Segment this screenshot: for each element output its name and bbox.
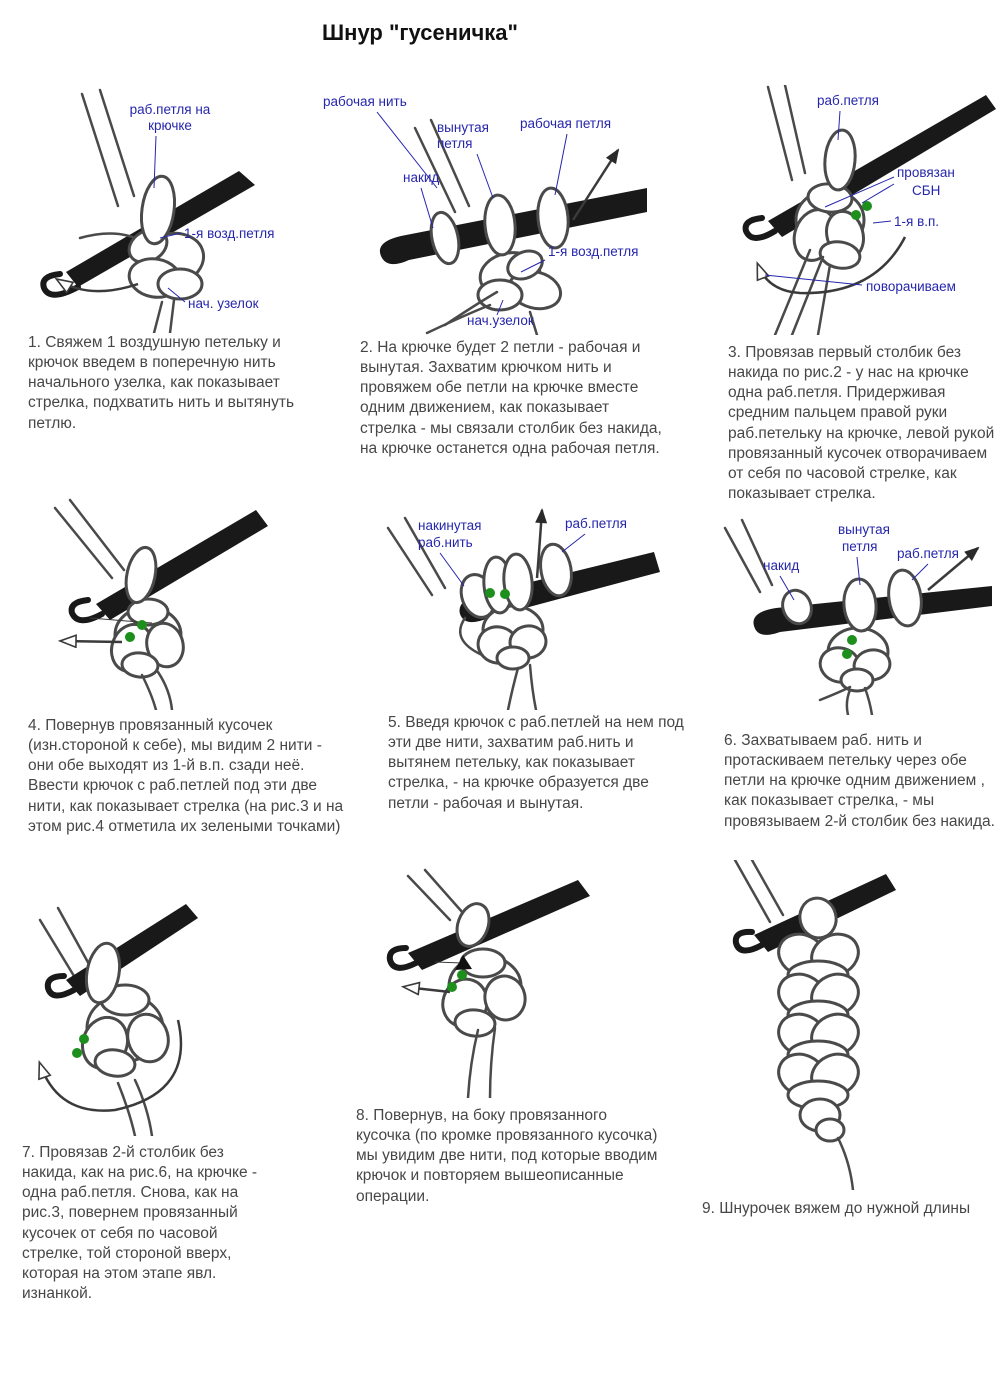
yarn-tail xyxy=(508,668,518,710)
svg-text:раб.петля: раб.петля xyxy=(897,546,959,561)
green-dot xyxy=(485,588,495,598)
svg-text:раб.нить: раб.нить xyxy=(418,535,473,550)
yarn-tail xyxy=(530,665,536,710)
yarn-strand xyxy=(82,94,118,206)
hook-shaft xyxy=(425,870,463,913)
svg-text:1-я в.п.: 1-я в.п. xyxy=(894,214,940,229)
yarn-tail xyxy=(158,672,172,710)
svg-text:нач. узелок: нач. узелок xyxy=(188,296,259,311)
crochet-hook xyxy=(746,95,996,238)
figure-step-7 xyxy=(10,868,310,1136)
green-dot xyxy=(500,589,510,599)
yarn-tail xyxy=(865,688,872,715)
crochet-hook xyxy=(48,904,198,996)
caption-step-7: 7. Провязав 2-й столбик без накида, как на рис.6, на крючке - одна раб.петля. Снова, как на рис.3, повернем провязанный кусочек от себя по часовой стрелке, той стороной вверх, которая на этом этапе явл. изнанкой. xyxy=(22,1144,258,1302)
yarn-tail xyxy=(490,1028,495,1098)
working-loop xyxy=(885,568,924,628)
figure-step-8 xyxy=(350,868,670,1098)
green-dot xyxy=(457,970,467,980)
yarn-tail xyxy=(847,690,850,715)
caption-step-8: 8. Повернув, на боку провязанного кусочка (по кромке провязанного кусочка) мы увидим две нити, под которые вводим крючок и повторяем вышеописанные операции. xyxy=(356,1107,658,1205)
caption-step-4: 4. Повернув провязанный кусочек (изн.стороной к себе), мы видим 2 нити - они обе выходят из 1-й в.п. сзади неё. Ввести крючок с раб.петлей под эти две нити, как показывает стрелка (на рис.3 и на этом рис.4 отметила их зелеными точками) xyxy=(28,717,344,835)
label-pulled-loop xyxy=(437,120,493,198)
svg-text:раб.петля на: раб.петля на xyxy=(129,102,211,117)
caption-step-3: 3. Провязав первый столбик без накида по рис.2 - у нас на крючке одна раб.петля. Придерживая средним пальцем правой руки раб.петельку на крючке, левой рукой провязанный кусочек отворачиваем от себя по часовой стрелке, как показывает стрелка. xyxy=(728,344,995,502)
yarn-strand xyxy=(820,687,850,700)
figure-step-6 xyxy=(700,490,1000,715)
pulled-loop xyxy=(482,194,517,256)
yarn-tail xyxy=(135,1080,152,1136)
caption-step-6: 6. Захватываем раб. нить и протаскиваем петельку через обе петли на крючке одним движением , как показывает стрелка, - мы провязываем 2-й столбик без накида. xyxy=(724,732,995,830)
yarn-strand xyxy=(725,528,760,592)
svg-text:нач.узелок: нач.узелок xyxy=(467,313,534,328)
green-dot xyxy=(847,635,857,645)
svg-text:1-я возд.петля: 1-я возд.петля xyxy=(548,244,639,259)
svg-text:вынутая: вынутая xyxy=(838,522,890,537)
figure-step-3 xyxy=(690,85,1000,335)
svg-text:рабочая петля: рабочая петля xyxy=(520,116,612,131)
figure-step-4 xyxy=(20,490,320,710)
svg-text:провязан: провязан xyxy=(897,165,955,180)
caption-step-2: 2. На крючке будет 2 петли - рабочая и вынутая. Захватим крючком нить и провяжем обе петли на крючке вместе одним движением, как показывает стрелка - мы связали столбик без накида, на крючке останется одна рабочая петля. xyxy=(360,339,662,457)
svg-text:вынутая: вынутая xyxy=(437,120,489,135)
caption-step-1: 1. Свяжем 1 воздушную петельку и крючок введем в поперечную нить начального узелка, как показывает стрелка, подхватить нить и вытянуть петлю. xyxy=(28,334,295,432)
green-dot xyxy=(137,620,147,630)
green-dot xyxy=(851,210,861,220)
label-pulled-loop xyxy=(838,522,890,585)
svg-text:крючке: крючке xyxy=(148,118,192,133)
label-first-chain xyxy=(873,214,939,229)
page-title: Шнур "гусеничка" xyxy=(322,20,518,45)
figure-step-5 xyxy=(370,490,670,710)
green-dot xyxy=(72,1048,82,1058)
figure-step-2 xyxy=(315,90,655,335)
yarn-strand xyxy=(742,520,772,585)
caption-step-9: 9. Шнурочек вяжем до нужной длины xyxy=(702,1200,971,1217)
yarn-tail xyxy=(142,675,156,710)
svg-text:накид: накид xyxy=(763,558,800,573)
svg-text:накинутая: накинутая xyxy=(418,518,482,533)
label-working-loop xyxy=(562,516,627,552)
direction-arrow xyxy=(405,987,450,992)
pulled-loop xyxy=(842,578,878,633)
hook-shaft xyxy=(735,860,770,922)
svg-text:петля: петля xyxy=(842,539,878,554)
svg-text:1-я возд.петля: 1-я возд.петля xyxy=(184,226,275,241)
figure-step-9 xyxy=(690,860,1000,1190)
label-working-loop xyxy=(130,102,211,188)
yarn-tail xyxy=(838,1138,853,1190)
working-loop xyxy=(535,187,570,249)
caption-step-5: 5. Введя крючок с раб.петлей на нем под эти две нити, захватим раб.нить и вытянем петельку, как показывает стрелка, - на крючке образуется две петли - рабочая и вынутая. xyxy=(388,714,684,812)
hook-shaft xyxy=(790,257,823,335)
figure-step-1 xyxy=(20,88,320,333)
svg-text:раб.петля: раб.петля xyxy=(565,516,627,531)
hook-shaft xyxy=(408,876,450,920)
yarn-tail xyxy=(170,300,174,333)
green-dot xyxy=(125,632,135,642)
yarn-tail xyxy=(818,265,830,335)
green-dot xyxy=(79,1034,89,1044)
yarn-tail xyxy=(154,302,162,333)
direction-arrow xyxy=(62,641,122,642)
svg-text:накид: накид xyxy=(403,170,440,185)
green-dot xyxy=(447,982,457,992)
green-dot xyxy=(842,649,852,659)
yarn-over-loop xyxy=(427,210,463,266)
svg-text:СБН: СБН xyxy=(912,183,941,198)
working-loop-on-hook xyxy=(121,545,160,606)
svg-text:поворачиваем: поворачиваем xyxy=(866,279,956,294)
svg-text:рабочая нить: рабочая нить xyxy=(323,94,407,109)
hook-shaft xyxy=(752,860,783,915)
yarn-tail xyxy=(468,1030,478,1098)
svg-text:петля: петля xyxy=(437,136,473,151)
svg-text:раб.петля: раб.петля xyxy=(817,93,879,108)
